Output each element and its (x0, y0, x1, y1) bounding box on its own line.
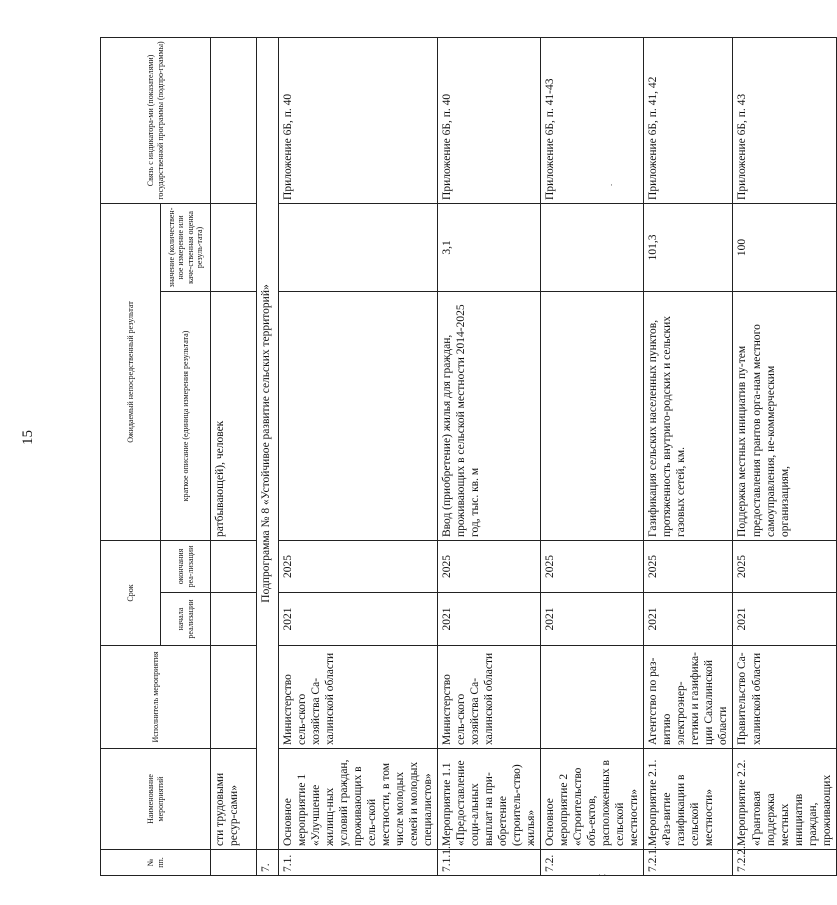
cell-value (541, 203, 644, 291)
header-executor: Исполнитель мероприятия (101, 646, 211, 749)
cell-end: 2025 (438, 540, 541, 592)
cell-value (279, 203, 438, 291)
section-row (257, 37, 279, 875)
cell-value (211, 203, 257, 291)
cell-end: 2025 (644, 540, 733, 592)
cell-link: Приложение 6Б, п. 43 (733, 37, 836, 203)
table-row (541, 37, 644, 875)
cell-name: Мероприятие 2.1. «Раз-витие газификации в сельской местности» (644, 749, 733, 850)
cell-no: 7.2.1. (644, 850, 733, 876)
cell-link: Приложение 6Б, п. 40 (279, 37, 438, 203)
cell-no: 7.2.2. (733, 850, 836, 876)
cell-brief (541, 291, 644, 540)
cell-end: 2025 (733, 540, 836, 592)
table-row (279, 37, 438, 875)
cell-brief (279, 291, 438, 540)
header-value: значение (количествен-ное измерение или каче-ственная оценка резуль-тата) (161, 203, 211, 291)
table-row (211, 37, 257, 875)
cell-end: 2025 (279, 540, 438, 592)
cell-end: 2025 (541, 540, 644, 592)
activities-table (100, 37, 837, 876)
header-no: № пп. (101, 850, 211, 876)
header-term: Срок (101, 540, 161, 645)
header-name: Наименование мероприятий (101, 749, 211, 850)
cell-start: 2021 (279, 593, 438, 646)
rotated-table-wrapper (100, 38, 833, 876)
cell-executor: Агентство по раз-витию электроэнер-гетики и газифика-ции Сахалинской области (644, 646, 733, 749)
cell-brief: Поддержка местных инициатив пу-тем предоставления грантов орга-нам местного самоуправления, не-коммерческим организациям, (733, 291, 836, 540)
cell-no: 7. (257, 850, 279, 876)
cell-brief: ратбывающей), человек (211, 291, 257, 540)
scan-speck: · (610, 180, 613, 190)
cell-start: 2021 (541, 593, 644, 646)
header-end: окончания реа-лизации (161, 540, 211, 592)
cell-executor: Правительство Са-халинской области (733, 646, 836, 749)
cell-name: Основное мероприятие 2 «Строительство объ-ектов, расположенных в сельской местности» (541, 749, 644, 850)
cell-value: 3,1 (438, 203, 541, 291)
cell-link: Приложение 6Б, п. 41-43 (541, 37, 644, 203)
cell-value: 101,3 (644, 203, 733, 291)
cell-brief: Газификация сельских населенных пунктов, протяженность внутриго-родских и сельских газовых сетей, км. (644, 291, 733, 540)
cell-executor (541, 646, 644, 749)
cell-link: Приложение 6Б, п. 40 (438, 37, 541, 203)
cell-brief: Ввод (приобретение) жилья для граждан, проживающих в сельской местности 2014-2025 год, тыс. кв. м (438, 291, 541, 540)
cell-name: сти трудовыми ресур-сами» (211, 749, 257, 850)
cell-no: 7.1.1. (438, 850, 541, 876)
cell-executor: Министерство сель-ского хозяйства Са-халинской области (438, 646, 541, 749)
cell-executor (211, 646, 257, 749)
cell-link (211, 37, 257, 203)
header-start: начала реализации (161, 593, 211, 646)
cell-start: 2021 (733, 593, 836, 646)
page-number: 15 (20, 430, 36, 445)
cell-name: Мероприятие 1.1 «Предоставление соци-альных выплат на при-обретение (строитель-ство) жилья» (438, 749, 541, 850)
cell-name: Мероприятие 2.2. «Грантовая поддержка местных инициатив граждан, проживающих (733, 749, 836, 850)
cell-value: 100 (733, 203, 836, 291)
cell-link: Приложение 6Б, п. 41, 42 (644, 37, 733, 203)
cell-start: 2021 (438, 593, 541, 646)
cell-start: 2021 (644, 593, 733, 646)
header-brief: краткое описание (единица измерения результата) (161, 291, 211, 540)
cell-start (211, 593, 257, 646)
cell-no (211, 850, 257, 876)
table-row (644, 37, 733, 875)
cell-executor: Министерство сель-ского хозяйства Са-халинской области (279, 646, 438, 749)
cell-no: 7.1. (279, 850, 438, 876)
cell-end (211, 540, 257, 592)
cell-no: 7.2. (541, 850, 644, 876)
header-link: Связь с индикатора-ми (показателями) государственной программы (подпро-граммы) (101, 37, 211, 203)
table-row (733, 37, 836, 875)
scan-speck: · · (598, 870, 607, 880)
header-result: Ожидаемый непосредственный результат (101, 203, 161, 540)
header-row-1 (101, 37, 161, 875)
cell-name: Основное мероприятие 1 «Улучшение жилищ-ных условий граждан, проживающих в сель-ской местности, в том числе молодых семей и молодых специалистов» (279, 749, 438, 850)
section-title: Подпрограмма № 8 «Устойчивое развитие сельских территорий» (257, 37, 279, 849)
table-row (438, 37, 541, 875)
